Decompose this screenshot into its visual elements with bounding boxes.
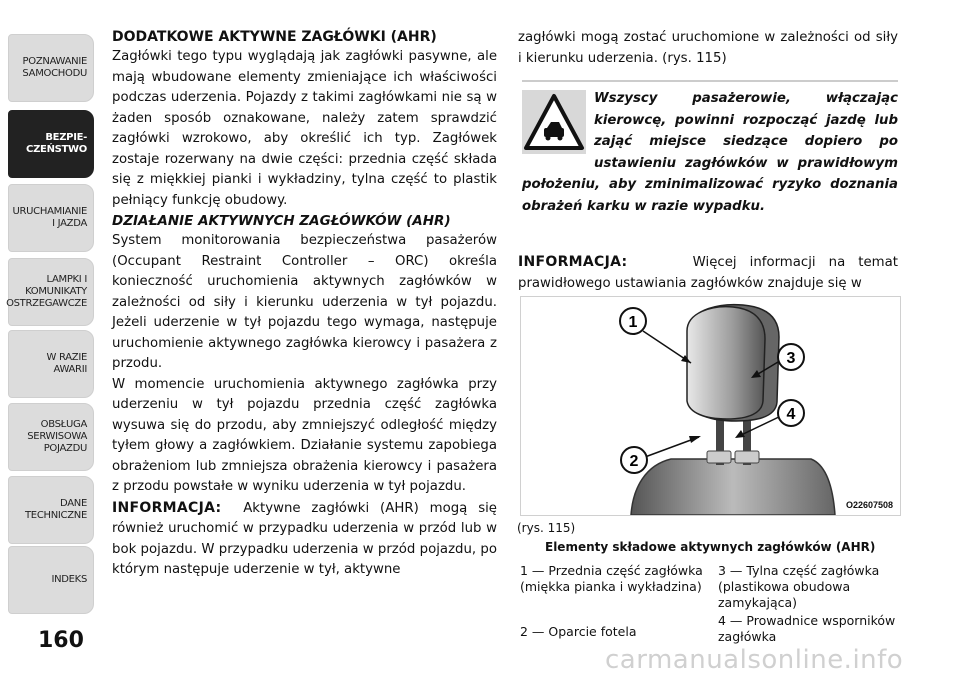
legend-item-3: 3 — Tylna część zagłówka (plastikowa obudowa zamykająca) [718, 563, 880, 610]
tab-indeks[interactable]: INDEKS [8, 546, 94, 614]
paragraph-deployment: W momencie uruchomienia aktywnego zagłówka przy uderzeniu w tył pojazdu przednia część zagłówka wysuwa się do przodu, aby zmniejszyć odległość między tyłem głowy a zagłówkiem. Działanie systemu zapobiega obrażeniom lub zmniejsza obrażenia kierowcy i pasażera z przodu powstałe w wyniku uderzenia w tył pojazdu. [112, 376, 497, 494]
page-number: 160 [38, 628, 84, 653]
warning-text: Wszyscy pasażerowie, włączając kierowcę, powinni rozpocząć jazdę lub zająć miejsce siedzące dopiero po ustawieniu zagłówków w prawidłowym położeniu, aby zminimalizować ryzyko doznania obrażeń karku w razie wypadku. [522, 91, 898, 214]
callout-2 [621, 447, 647, 473]
info-note-right [518, 252, 898, 294]
callout-3 [778, 344, 804, 370]
figure-title: Elementy składowe aktywnych zagłówków (AHR) [545, 540, 876, 554]
post-guide-right [735, 451, 759, 463]
headrest-front-cushion [687, 307, 765, 419]
watermark: carmanualsonline.info [605, 645, 904, 675]
post-guide-left [707, 451, 731, 463]
tab-dane-techniczne[interactable]: DANE TECHNICZNE [8, 476, 94, 544]
info-label: INFORMACJA: [112, 499, 222, 516]
chapter-sidebar [0, 0, 100, 678]
subsection-heading: DZIAŁANIE AKTYWNYCH ZAGŁÓWKÓW (AHR) [112, 213, 451, 229]
callout-3-label: 3 [786, 350, 796, 367]
tab-poznawanie-samochodu[interactable]: POZNAWANIE SAMOCHODU [8, 34, 94, 102]
info-text-right: Więcej informacji na temat prawidłowego ustawiania zagłówków znajduje się w [518, 255, 898, 291]
left-column [112, 28, 497, 581]
headrest-figure [520, 296, 901, 516]
legend-item-4: 4 — Prowadnice wsporników zagłówka [718, 613, 896, 644]
tab-obsluga-serwisowa[interactable]: OBSŁUGA SERWISOWA POJAZDU [8, 403, 94, 471]
tab-uruchamianie-i-jazda[interactable]: URUCHAMIANIE I JAZDA [8, 184, 94, 252]
seat-back-shape [631, 459, 835, 515]
callout-4-label: 4 [786, 406, 796, 423]
figure-ref: (rys. 115) [517, 521, 576, 535]
tab-lampki-i-komunikaty[interactable]: LAMPKI I KOMUNIKATY OSTRZEGAWCZE [8, 258, 94, 326]
warning-box [522, 80, 898, 217]
figure-code: O22607508 [845, 500, 893, 510]
legend-item-1: 1 — Przednia część zagłówka (miękka pianka i wykładzina) [520, 563, 703, 594]
headrest-illustration [521, 297, 900, 515]
paragraph-orc: System monitorowania bezpieczeństwa pasażerów (Occupant Restraint Controller – ORC) określa konieczność uruchomienia aktywnych zagłówków w zależności od siły i kierunku uderzenia w tył pojazdu. Jeżeli uderzenie w tył pojazdu tego wymaga, następuje uruchomienie aktywnego zagłówka kierowcy i pasażera z przodu. [112, 233, 497, 371]
right-column-info [518, 252, 898, 294]
legend-item-2: 2 — Oparcie fotela [520, 624, 637, 639]
paragraph-intro: Zagłówki tego typu wyglądają jak zagłówki pasywne, ale mają wbudowane elementy zmieniające ich właściwości podczas uderzenia. Pojazdy z takimi zagłówkami nie są w żaden sposób oznakowane, należy zatem sprawdzić zagłówki wzrokowo, aby określić ich typ. Zagłówek zostaje rozerwany na dwie części: przednia część składa się z miękkiej pianki i wykładziny, tylna część to plastik pełniący funkcję obudowy. [112, 49, 497, 208]
tab-w-razie-awarii[interactable]: W RAZIE AWARII [8, 330, 94, 398]
paragraph-continuation: zagłówki mogą zostać uruchomione w zależności od siły i kierunku uderzenia. (rys. 115) [518, 30, 898, 66]
info-note-left [112, 498, 497, 581]
callout-1 [620, 308, 646, 334]
warning-triangle-icon [522, 90, 586, 154]
callout-1-label: 1 [628, 314, 638, 331]
tab-bezpieczenstwo[interactable]: BEZPIE- CZEŃSTWO [8, 110, 94, 178]
info-label-right: INFORMACJA: [518, 254, 628, 270]
info-text: Aktywne zagłówki (AHR) mogą się również uruchomić w przypadku uderzenia w przód lub w bok pojazdu. W przypadku uderzenia w przód pojazdu, po którym następuje uderzenie w tył, aktywne [112, 500, 497, 577]
right-column-top [518, 28, 898, 69]
callout-2-label: 2 [629, 453, 639, 470]
callout-4 [778, 400, 804, 426]
section-heading: DODATKOWE AKTYWNE ZAGŁÓWKI (AHR) [112, 29, 437, 45]
